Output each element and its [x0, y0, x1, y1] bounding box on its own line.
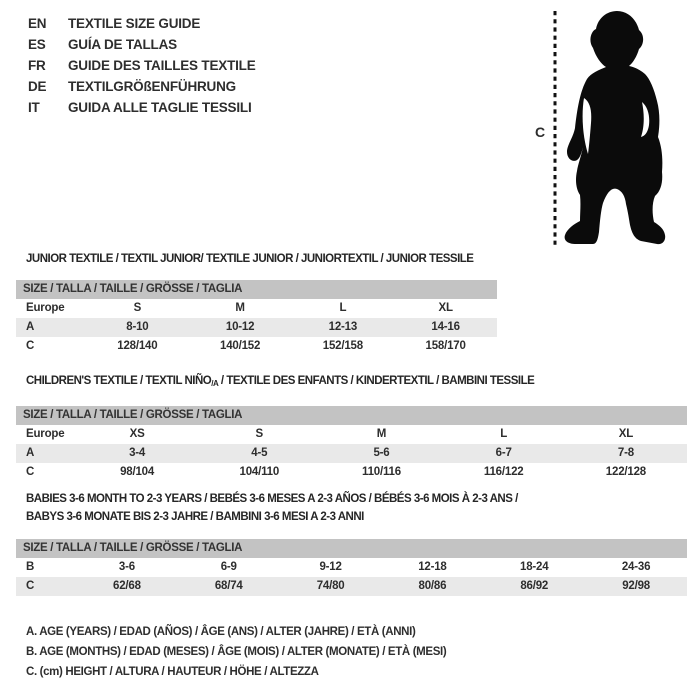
table-row — [16, 463, 687, 482]
section-title-line — [26, 490, 687, 508]
section-title-text: BABYS 3-6 MONATE BIS 2-3 JAHRE / BAMBINI 3-6 MESI A 2-3 ANNI — [26, 511, 364, 523]
language-row — [28, 34, 256, 55]
size-cell: M — [235, 302, 245, 314]
size-cell: S — [133, 302, 142, 314]
language-code: FR — [28, 58, 46, 73]
size-cell: 3-6 — [118, 561, 135, 573]
section-title — [26, 490, 687, 526]
language-row — [28, 55, 256, 76]
size-cell: 12-13 — [328, 321, 358, 333]
language-row — [28, 76, 256, 97]
size-cell: 80/86 — [418, 580, 447, 592]
language-code: EN — [28, 16, 47, 31]
section-title — [26, 374, 687, 391]
size-cell: 86/92 — [520, 580, 549, 592]
toddler-silhouette-icon — [562, 8, 692, 248]
size-cell: 12-18 — [418, 561, 447, 573]
row-label: C — [26, 466, 35, 478]
section-title — [26, 252, 497, 267]
size-cell: 116/122 — [483, 466, 524, 478]
size-cell: 140/152 — [220, 340, 261, 352]
language-label: TEXTILGRÖßENFÜHRUNG — [68, 79, 236, 94]
size-cell: 3-4 — [129, 447, 146, 459]
section-title-line — [26, 508, 687, 526]
language-label: GUÍA DE TALLAS — [68, 37, 177, 52]
row-label: C — [26, 340, 35, 352]
row-label: Europe — [26, 302, 65, 314]
section-title-text: JUNIOR TEXTILE / TEXTIL JUNIOR/ TEXTILE JUNIOR / JUNIORTEXTIL / JUNIOR TESSILE — [26, 253, 474, 265]
size-cell: 5-6 — [373, 447, 390, 459]
size-header-bar: SIZE / TALLA / TAILLE / GRÖSSE / TAGLIA — [16, 280, 497, 299]
size-cell: L — [339, 302, 347, 314]
size-cell: 68/74 — [214, 580, 243, 592]
table-row — [16, 299, 497, 318]
language-row — [28, 13, 256, 34]
table-row — [16, 577, 687, 596]
size-cell: XS — [129, 428, 145, 440]
section-title-text: BABIES 3-6 MONTH TO 2-3 YEARS / BEBÉS 3-6 MESES A 2-3 AÑOS / BÉBÉS 3-6 MOIS À 2-3 ANS / — [26, 493, 518, 505]
size-cell: 10-12 — [225, 321, 255, 333]
legend-note-line: B. AGE (MONTHS) / EDAD (MESES) / ÂGE (MOIS) / ALTER (MONATE) / ETÀ (MESI) — [26, 646, 447, 658]
language-list — [28, 13, 256, 118]
size-cell: 6-7 — [495, 447, 512, 459]
children-size-table — [16, 406, 687, 482]
size-cell: 128/140 — [117, 340, 158, 352]
junior-size-table — [16, 280, 497, 356]
language-code: IT — [28, 100, 40, 115]
language-code: DE — [28, 79, 47, 94]
language-label: GUIDA ALLE TAGLIE TESSILI — [68, 100, 252, 115]
size-cell: 110/116 — [362, 466, 401, 478]
legend-note-line: C. (cm) HEIGHT / ALTURA / HAUTEUR / HÖHE / ALTEZZA — [26, 666, 319, 678]
row-label: C — [26, 580, 35, 592]
section-title-text: /A — [211, 379, 219, 388]
size-cell: 104/110 — [239, 466, 280, 478]
table-row — [16, 425, 687, 444]
size-header-bar: SIZE / TALLA / TAILLE / GRÖSSE / TAGLIA — [16, 539, 687, 558]
size-cell: XL — [618, 428, 634, 440]
section-title-line — [26, 374, 687, 391]
table-row — [16, 558, 687, 577]
size-cell: 7-8 — [617, 447, 634, 459]
size-cell: 158/170 — [425, 340, 466, 352]
section-title-text: CHILDREN'S TEXTILE / TEXTIL NIÑO — [26, 375, 212, 387]
size-cell: 152/158 — [322, 340, 363, 352]
row-label: Europe — [26, 428, 65, 440]
legend-note-line: A. AGE (YEARS) / EDAD (AÑOS) / ÂGE (ANS) / ALTER (JAHRE) / ETÀ (ANNI) — [26, 626, 416, 638]
size-cell: 24-36 — [621, 561, 651, 573]
language-label: TEXTILE SIZE GUIDE — [68, 16, 201, 31]
legend-notes — [26, 622, 446, 682]
size-cell: 9-12 — [319, 561, 342, 573]
table-row — [16, 444, 687, 463]
size-cell: 14-16 — [431, 321, 460, 333]
table-row — [16, 337, 497, 356]
language-code: ES — [28, 37, 46, 52]
size-cell: 74/80 — [316, 580, 345, 592]
size-cell: 98/104 — [120, 466, 155, 478]
height-measure-label: C — [535, 124, 546, 140]
section-junior-textile — [16, 252, 497, 356]
row-label: B — [26, 561, 35, 573]
height-dashed-line — [552, 11, 558, 246]
section-children-textile — [16, 374, 687, 482]
size-header-bar: SIZE / TALLA / TAILLE / GRÖSSE / TAGLIA — [16, 406, 687, 425]
size-cell: 18-24 — [520, 561, 549, 573]
size-cell: 6-9 — [220, 561, 237, 573]
size-cell: L — [500, 428, 508, 440]
language-label: GUIDE DES TAILLES TEXTILE — [68, 58, 256, 73]
section-title-text: / TEXTILE DES ENFANTS / KINDERTEXTIL / BAMBINI TESSILE — [218, 375, 535, 387]
size-cell: 122/128 — [605, 466, 646, 478]
size-cell: 92/98 — [622, 580, 650, 592]
size-cell: 62/68 — [113, 580, 141, 592]
size-cell: 8-10 — [126, 321, 149, 333]
size-cell: S — [255, 428, 264, 440]
row-label: A — [26, 447, 35, 459]
size-cell: XL — [438, 302, 453, 314]
row-label: A — [26, 321, 35, 333]
babies-size-table — [16, 539, 687, 596]
section-title-line — [26, 252, 497, 267]
language-row — [28, 97, 256, 118]
section-babies-textile — [16, 490, 687, 596]
table-row — [16, 318, 497, 337]
size-cell: M — [376, 428, 387, 440]
size-cell: 4-5 — [251, 447, 268, 459]
